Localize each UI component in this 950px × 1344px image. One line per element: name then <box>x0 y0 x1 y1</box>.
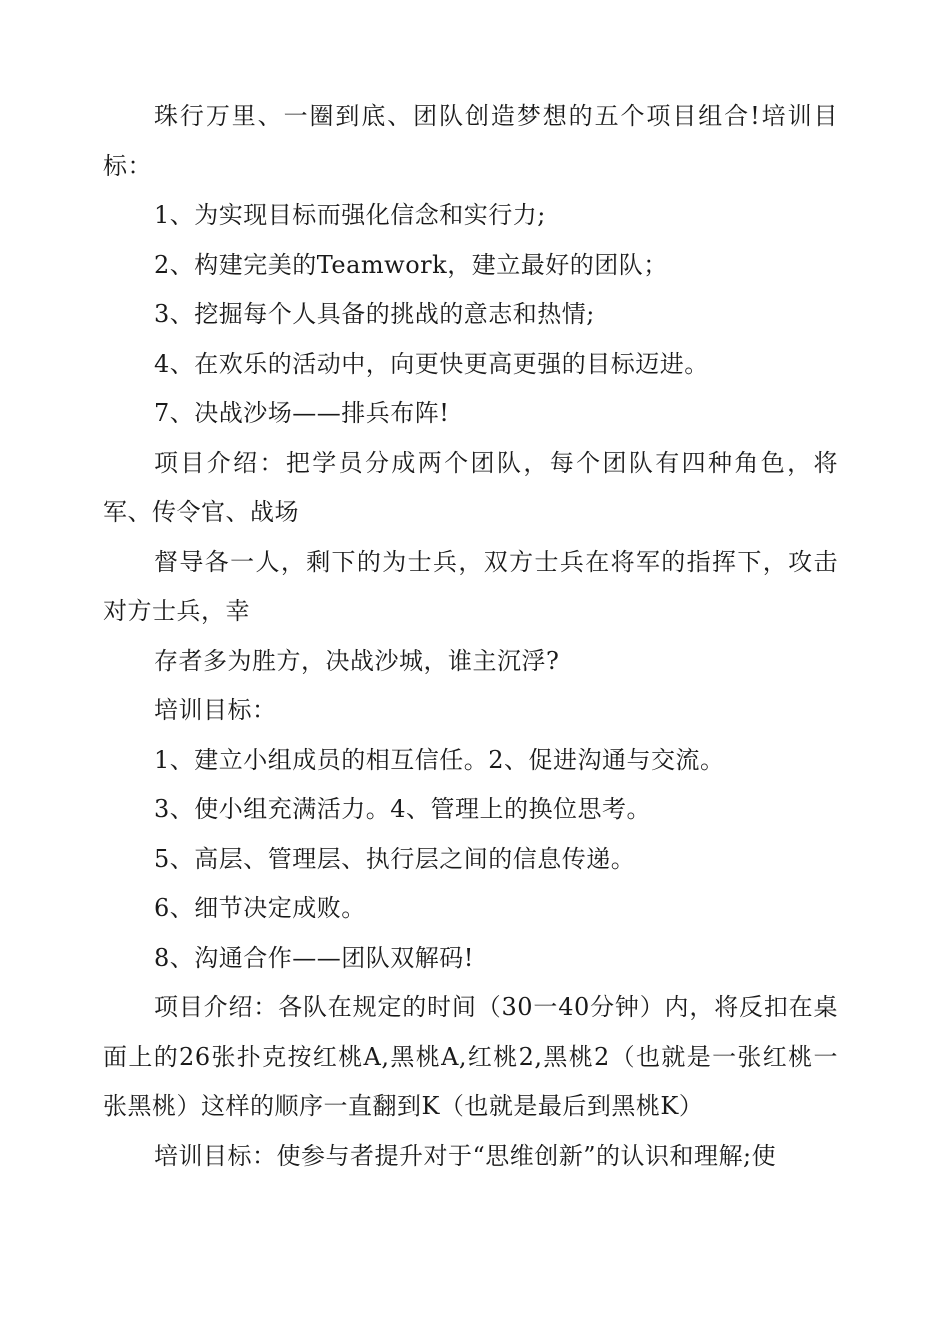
paragraph-section-8-intro: 项目介绍：各队在规定的时间（30一40分钟）内，将反扣在桌面上的26张扑克按红桃A,黑桃A,红桃2,黑桃2（也就是一张红桃一张黑桃）这样的顺序一直翻到K（也就是最后到黑桃K） <box>103 993 838 1120</box>
paragraph-goal-2: 2、构建完美的Teamwork，建立最好的团队； <box>154 250 668 279</box>
paragraph-training-goals-intro: 珠行万里、一圈到底、团队创造梦想的五个项目组合!培训目标： <box>103 102 838 180</box>
paragraph-section-7-goal-5: 5、高层、管理层、执行层之间的信息传递。 <box>154 844 636 873</box>
paragraph-section-8-title: 8、沟通合作——团队双解码! <box>154 943 474 972</box>
document-body <box>103 92 838 1181</box>
paragraph-section-7-title: 7、决战沙场——排兵布阵! <box>154 399 450 427</box>
paragraph-section-7-goal-3-4: 3、使小组充满活力。4、管理上的换位思考。 <box>154 795 652 823</box>
paragraph-section-7-goal-6: 6、细节决定成败。 <box>154 894 366 922</box>
paragraph-section-8-goals: 培训目标：使参与者提升对于“思维创新”的认识和理解;使 <box>154 1141 777 1170</box>
paragraph-goal-4: 4、在欢乐的活动中，向更快更高更强的目标迈进。 <box>154 349 709 378</box>
paragraph-goal-3: 3、挖掘每个人具备的挑战的意志和热情; <box>154 300 595 328</box>
paragraph-section-7-intro-cont-1: 督导各一人，剩下的为士兵，双方士兵在将军的指挥下，攻击对方士兵，幸 <box>103 547 838 625</box>
paragraph-goal-1: 1、为实现目标而强化信念和实行力; <box>154 201 546 229</box>
paragraph-section-7-goal-1-2: 1、建立小组成员的相互信任。2、促进沟通与交流。 <box>154 745 725 774</box>
paragraph-section-7-goals-heading: 培训目标： <box>154 696 277 724</box>
paragraph-section-7-intro: 项目介绍：把学员分成两个团队，每个团队有四种角色，将军、传令官、战场 <box>103 448 838 526</box>
paragraph-section-7-intro-cont-2: 存者多为胜方，决战沙城，谁主沉浮? <box>154 646 560 675</box>
